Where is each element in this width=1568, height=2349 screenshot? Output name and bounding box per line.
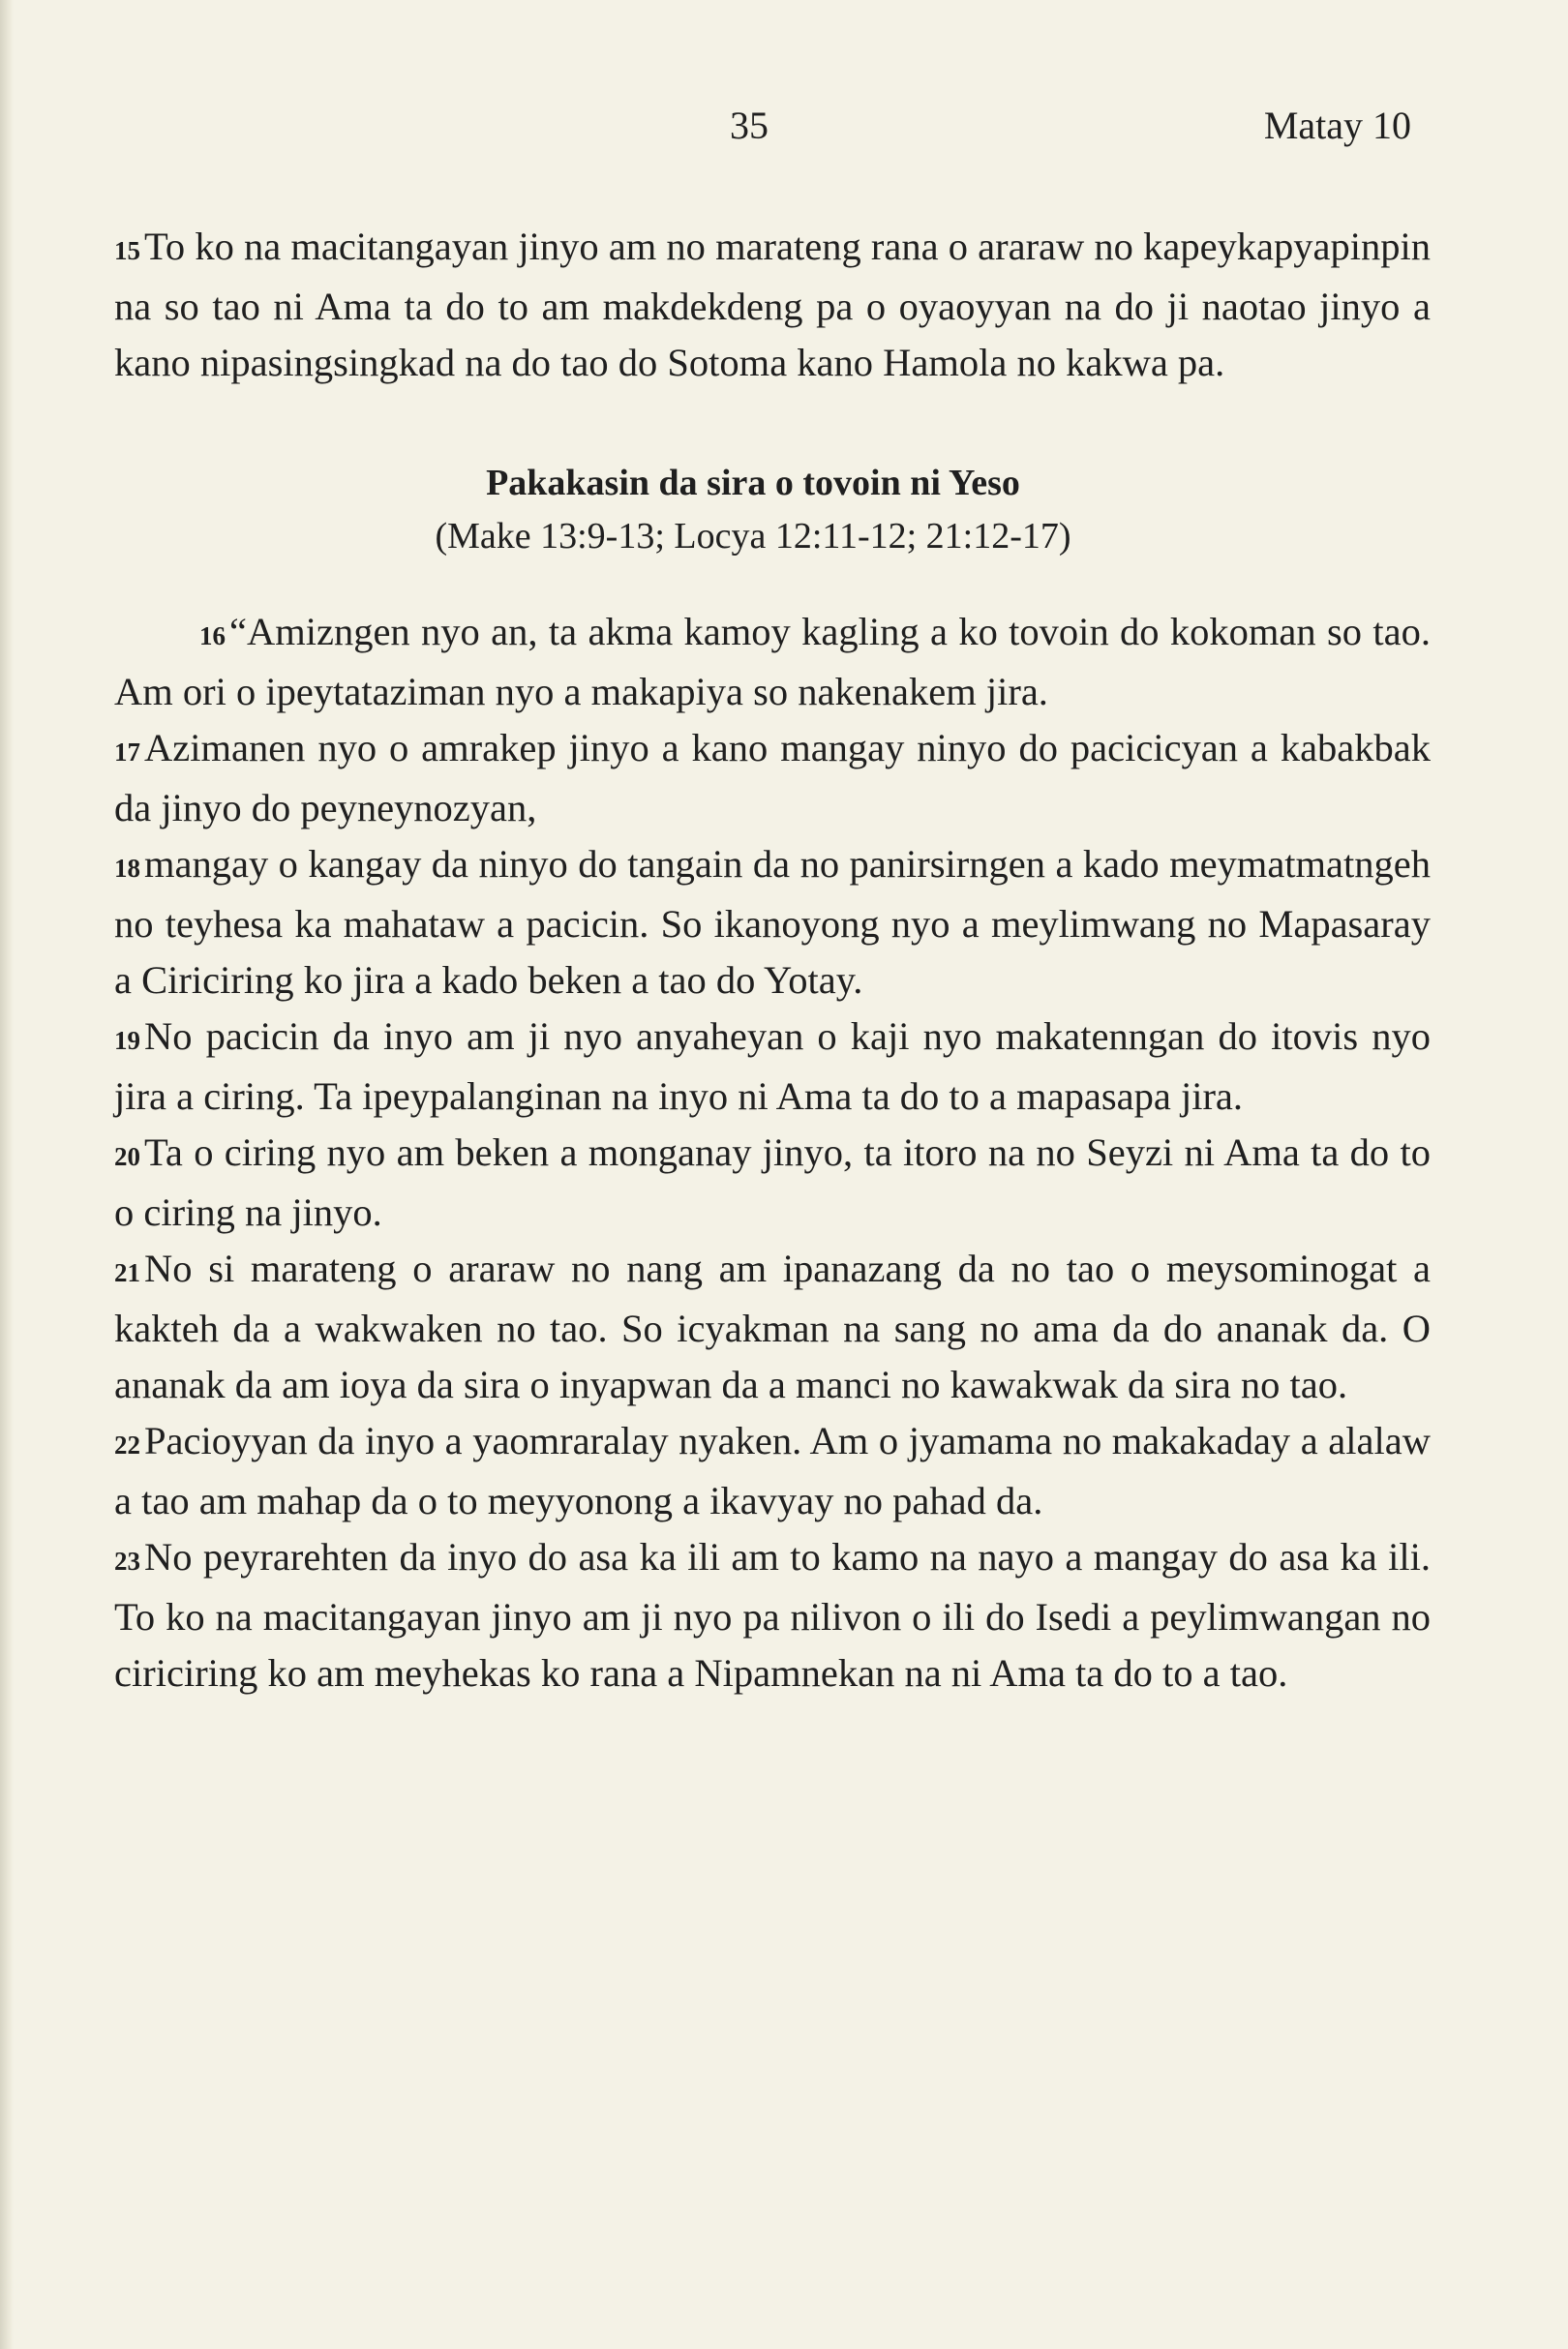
page-number: 35 (730, 104, 769, 147)
verse-number: 18 (114, 854, 140, 883)
page-header (114, 97, 1411, 155)
verse-19 (114, 1009, 1431, 1125)
verse-21 (114, 1241, 1431, 1413)
verse-text: No peyrarehten da inyo do asa ka ili am to kamo na nayo a mangay do asa ka ili. To ko na macitangayan jinyo am ji nyo pa nilivon o ili do Isedi a peylimwangan no ciriciring ko am meyhekas ko rana a Nipamnekan na ni Ama ta do to a tao. (114, 1535, 1431, 1695)
section-references: (Make 13:9-13; Locya 12:11-12; 21:12-17) (435, 516, 1071, 557)
verse-number: 23 (114, 1547, 140, 1576)
running-head: Matay 10 (1263, 104, 1411, 147)
verse-text: Pacioyyan da inyo a yaomraralay nyaken. Am o jyamama no makakaday a alalaw a tao am mahap da o to meyyonong a ikavyay no pahad da. (114, 1419, 1431, 1522)
verse-text: Azimanen nyo o amrakep jinyo a kano mangay ninyo do pacicicyan a kabakbak da jinyo do peyneynozyan, (114, 726, 1431, 829)
verse-text: mangay o kangay da ninyo do tangain da no panirsirngen a kado meymatmatngeh no teyhesa ka mahataw a pacicin. So ikanoyong nyo a meylimwang no Mapasaray a Ciriciring ko jira a kado beken a tao do Yotay. (114, 842, 1431, 1002)
verse-number: 15 (114, 236, 140, 265)
verse-17 (114, 720, 1431, 836)
verse-number: 20 (114, 1142, 140, 1171)
verse-23 (114, 1529, 1431, 1702)
verse-number: 22 (114, 1430, 140, 1460)
section-heading (114, 455, 1431, 561)
verse-16 (114, 604, 1431, 720)
verse-number: 19 (114, 1026, 140, 1055)
verse-15 (114, 219, 1431, 391)
verse-20 (114, 1125, 1431, 1241)
section-title: Pakakasin da sira o tovoin ni Yeso (486, 463, 1020, 503)
verse-text: Ta o ciring nyo am beken a monganay jinyo, ta itoro na no Seyzi ni Ama ta do to o ciring na jinyo. (114, 1130, 1431, 1234)
verse-number: 16 (199, 621, 226, 650)
verse-text: No pacicin da inyo am ji nyo anyaheyan o kaji nyo makatenngan do itovis nyo jira a ciring. Ta ipeypalanginan na inyo ni Ama ta do to a mapasapa jira. (114, 1014, 1431, 1118)
verse-number: 17 (114, 738, 140, 767)
page-body (114, 219, 1431, 1702)
verse-text: “Amizngen nyo an, ta akma kamoy kagling a ko tovoin do kokoman so tao. Am ori o ipeytataziman nyo a makapiya so nakenakem jira. (114, 610, 1431, 713)
verse-22 (114, 1413, 1431, 1529)
verse-number: 21 (114, 1258, 140, 1287)
verse-text: No si marateng o araraw no nang am ipanazang da no tao o meysominogat a kakteh da a wakwaken no tao. So icyakman na sang no ama da do ananak da. O ananak da am ioya da sira o inyapwan da a manci no kawakwak da sira no tao. (114, 1247, 1431, 1406)
page-edge (0, 0, 14, 2349)
verse-text: To ko na macitangayan jinyo am no marateng rana o araraw no kapeykapyapinpin na so tao ni Ama ta do to am makdekdeng pa o oyaoyyan na do ji naotao jinyo a kano nipasingsingkad na do tao do Sotoma kano Hamola no kakwa pa. (114, 225, 1431, 384)
verse-18 (114, 836, 1431, 1009)
